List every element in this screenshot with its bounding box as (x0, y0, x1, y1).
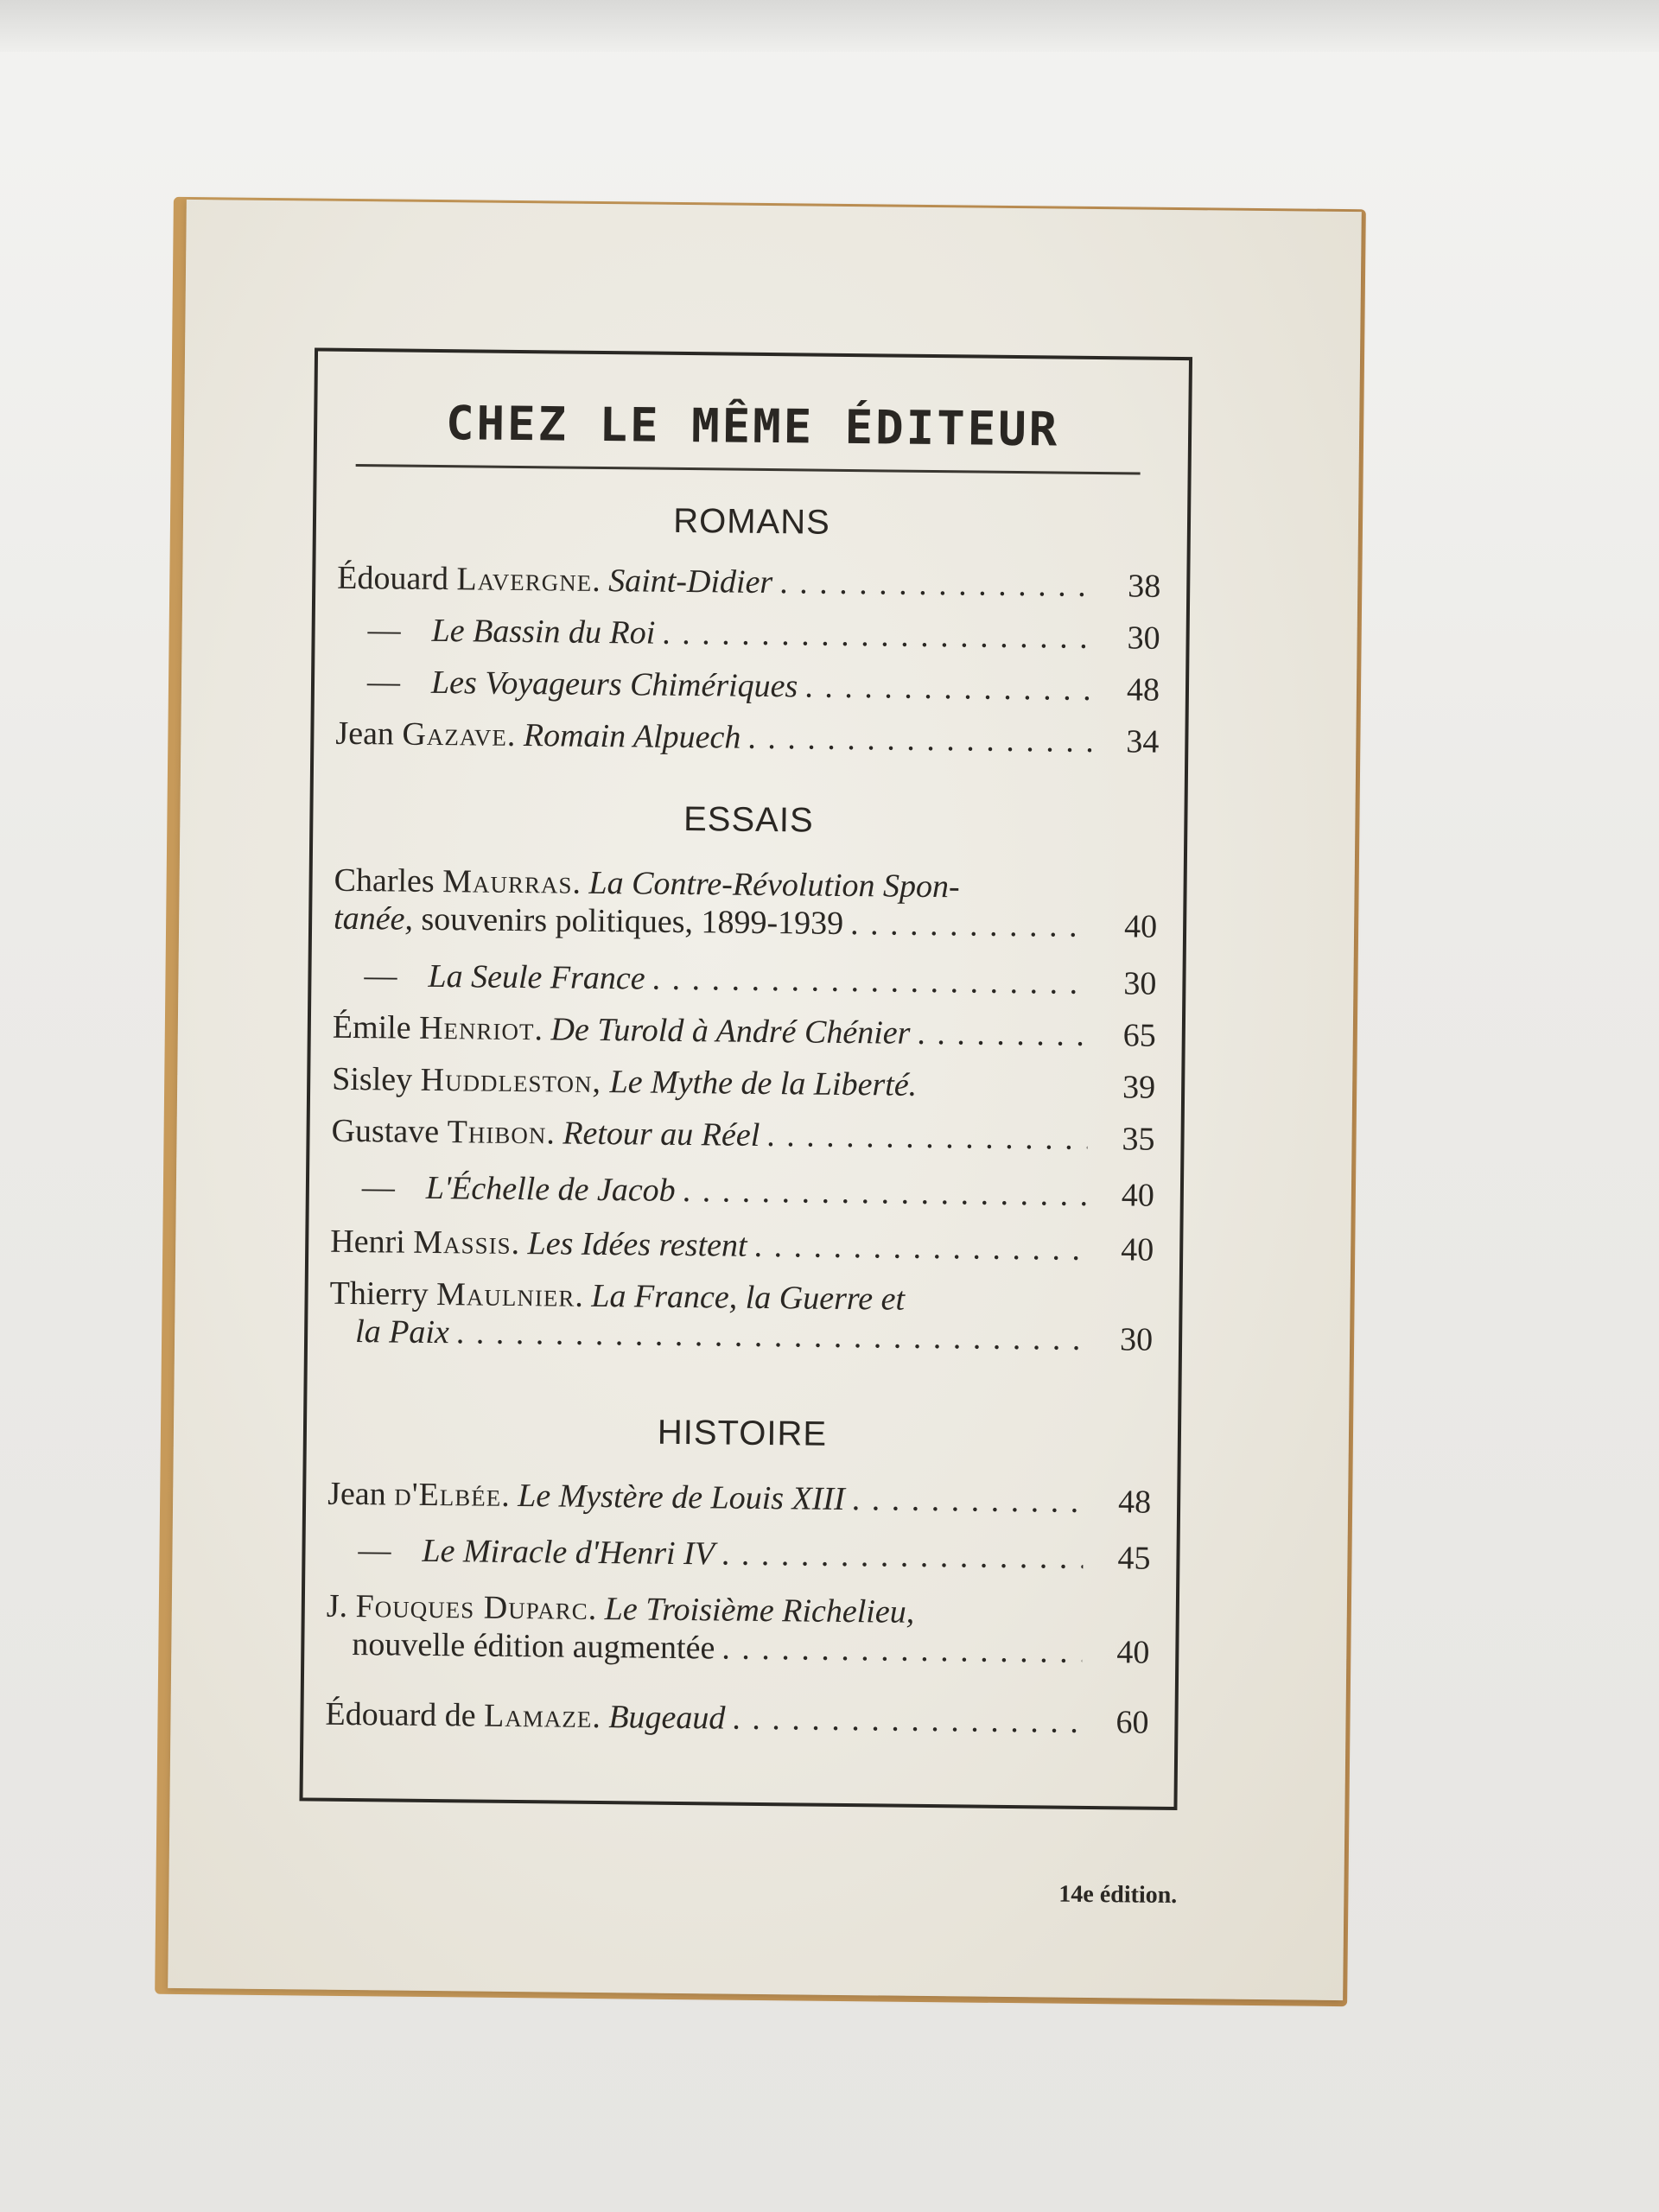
author-last: Lavergne (456, 561, 593, 599)
list-item (331, 1168, 1154, 1215)
work-title: L'Échelle de Jacob (425, 1169, 676, 1209)
work-title: Le Troisième Richelieu, (604, 1591, 915, 1630)
dot-leader (732, 1700, 1082, 1741)
price: 48 (1117, 1484, 1152, 1521)
section-heading-histoire: HISTOIRE (657, 1413, 828, 1453)
dot-leader (652, 960, 1089, 1002)
work-title: Les Voyageurs Chimériques (430, 664, 798, 705)
dot-leader (662, 614, 1093, 657)
list-item: Gustave Thibon . Retour au Réel . . . 35 (331, 1112, 1154, 1159)
list-item: J. Fouques Duparc . Le Troisième Richelieu, nouvelle édition augmentée . . . 40 (326, 1587, 1150, 1672)
list-item: Henri Massis . Les Idées restent . . . 40 (330, 1223, 1154, 1269)
dot-leader (852, 1480, 1084, 1521)
section-heading-essais: ESSAIS (683, 800, 814, 840)
dot-leader (747, 719, 1091, 760)
dot-leader (753, 1227, 1086, 1268)
author-first: J. (326, 1587, 348, 1624)
author-first: Henri (330, 1223, 406, 1261)
list-item: Charles Maurras . La Contre-Révolution Spon- tanée, souvenirs politiques, 1899-1939 . . . 40 (334, 861, 1158, 946)
section-heading-romans: ROMANS (672, 501, 831, 542)
work-title: Saint-Didier (608, 563, 773, 601)
dot-leader (721, 1535, 1084, 1577)
price: 30 (1123, 965, 1157, 1002)
work-title: Le Miracle d'Henri IV (422, 1532, 715, 1573)
work-title-continued: tanée, (333, 899, 414, 938)
price: 35 (1122, 1121, 1155, 1158)
work-title-continued: la Paix (354, 1313, 450, 1351)
list-item: Thierry Maulnier . La France, la Guerre et la Paix . . . 30 (329, 1274, 1154, 1359)
author-first: Jean (335, 715, 395, 753)
work-title: Retour au Réel (563, 1115, 760, 1154)
author-last: Huddleston, (420, 1061, 602, 1101)
work-title: Le Mystère de Louis XIII (518, 1478, 845, 1517)
catalog-frame (299, 347, 1192, 1810)
dot-leader (456, 1313, 1086, 1358)
dot-leader (804, 667, 1092, 708)
author-first: Sisley (332, 1060, 413, 1098)
work-title: De Turold à André Chénier (550, 1011, 911, 1052)
author-last: Lamaze (483, 1697, 593, 1735)
author-first: Charles (334, 861, 435, 899)
list-item: Édouard de Lamaze . Bugeaud . . . 60 (325, 1695, 1148, 1742)
dot-leader (850, 905, 1090, 945)
price: 48 (1126, 671, 1160, 709)
price: 30 (1119, 1321, 1154, 1358)
list-item (336, 663, 1160, 709)
author-first: Thierry (329, 1274, 429, 1313)
price: 39 (1122, 1069, 1156, 1106)
author-last: Maurras (442, 863, 573, 901)
author-first: Édouard (337, 559, 449, 598)
ditto-dash: — (358, 1532, 391, 1569)
catalog-title: CHEZ LE MÊME ÉDITEUR (445, 396, 1060, 457)
title-rule (356, 464, 1141, 475)
list-item (333, 957, 1156, 1003)
work-title: La France, la Guerre et (591, 1277, 906, 1318)
ditto-dash: — (364, 957, 397, 995)
dot-leader (682, 1172, 1087, 1214)
work-subtitle: souvenirs politiques, 1899-1939 (421, 900, 844, 942)
list-item (336, 611, 1160, 658)
price: 40 (1116, 1634, 1150, 1671)
author-last: Thibon (447, 1114, 547, 1152)
price: 40 (1121, 1177, 1155, 1214)
author-last: Gazave (402, 715, 508, 753)
dot-leader (721, 1630, 1082, 1671)
author-last: d'Elbée (394, 1476, 502, 1514)
list-item: Jean d'Elbée . Le Mystère de Louis XIII . . . 48 (327, 1475, 1151, 1522)
price: 60 (1116, 1704, 1149, 1741)
author-last: Maulnier (435, 1276, 575, 1314)
list-item: Édouard Lavergne . Saint-Didier . . . 38 (337, 559, 1160, 606)
work-subtitle: nouvelle édition augmentée (352, 1626, 715, 1667)
list-item: Jean Gazave . Romain Alpuech . . . 34 (335, 715, 1159, 761)
list-item: Émile Henriot . De Turold à André Chénier . . . 65 (333, 1008, 1156, 1055)
work-title: Romain Alpuech (523, 717, 741, 756)
work-title: Les Idées restent (527, 1225, 747, 1264)
author-last: Fouques Duparc (355, 1588, 588, 1627)
dot-leader (779, 563, 1093, 605)
dot-leader (766, 1116, 1088, 1158)
ditto-dash: — (367, 612, 401, 649)
price: 45 (1117, 1540, 1151, 1577)
book-back-cover (168, 200, 1362, 2000)
work-title: La Contre-Révolution Spon- (588, 864, 960, 906)
background-shadow (0, 0, 1659, 52)
work-title: Le Mythe de la Liberté. (609, 1064, 918, 1103)
author-first: Édouard de (325, 1695, 476, 1734)
price: 40 (1123, 908, 1158, 945)
work-title: La Seule France (428, 957, 645, 997)
work-title: Bugeaud (608, 1699, 726, 1737)
list-item (327, 1531, 1150, 1578)
dot-leader (917, 1014, 1089, 1054)
ditto-dash: — (361, 1169, 396, 1206)
author-first: Jean (327, 1475, 386, 1513)
author-first: Gustave (331, 1112, 440, 1151)
author-first: Émile (332, 1008, 411, 1046)
author-last: Henriot (418, 1009, 535, 1048)
price: 34 (1126, 723, 1160, 760)
author-last: Massis (413, 1224, 512, 1262)
price: 65 (1122, 1017, 1157, 1054)
edition-note: 14e édition. (1058, 1880, 1178, 1910)
work-title: Le Bassin du Roi (431, 612, 656, 652)
price: 40 (1120, 1231, 1154, 1268)
price: 38 (1128, 568, 1161, 605)
ditto-dash: — (366, 664, 401, 701)
price: 30 (1127, 620, 1160, 657)
list-item (332, 1060, 1155, 1107)
